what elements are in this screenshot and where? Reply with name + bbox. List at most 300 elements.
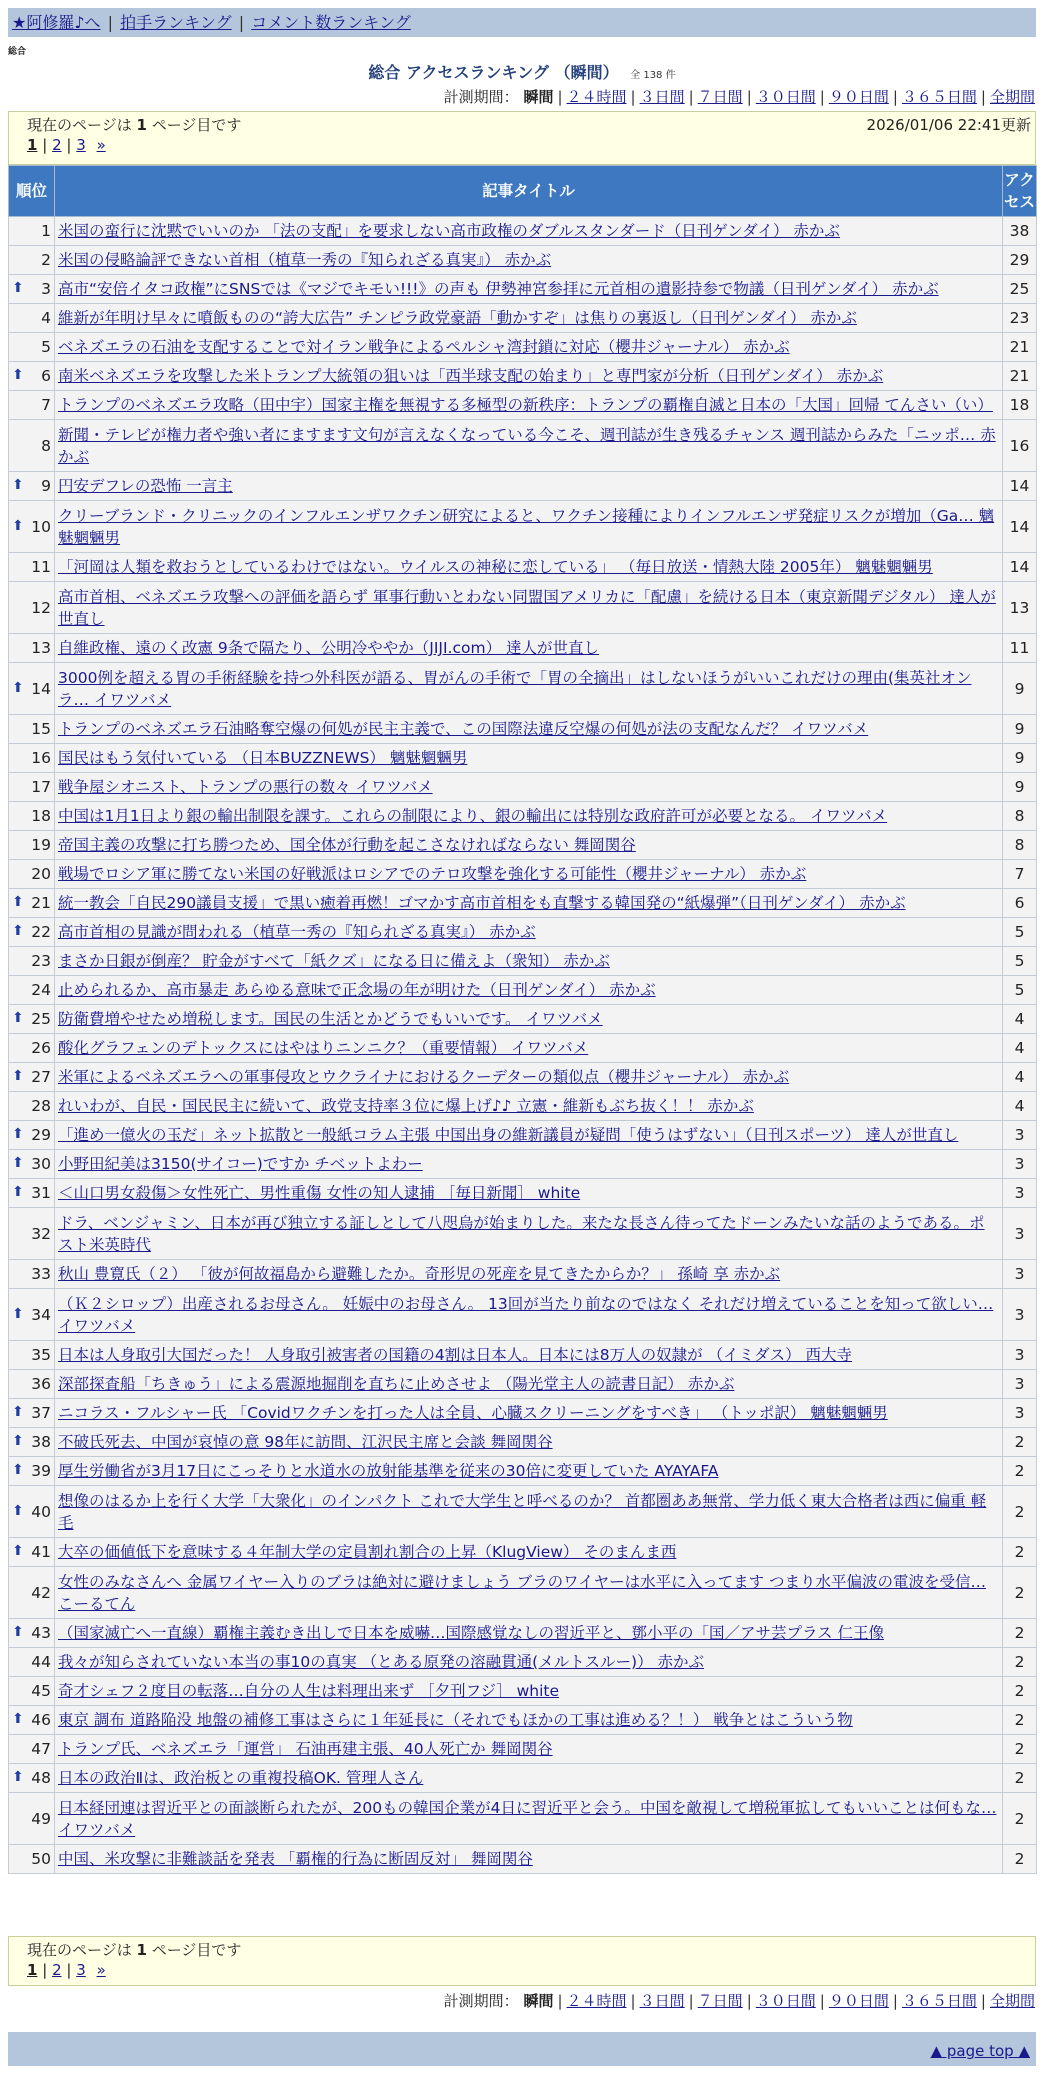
access-count: 5 xyxy=(1003,947,1037,976)
access-count: 2 xyxy=(1003,1648,1037,1677)
article-link[interactable]: 高市首相の見識が問われる（植草一秀の『知られざる真実』） 赤かぶ xyxy=(58,923,536,941)
arrow-up-icon: ⬆ xyxy=(12,1155,24,1171)
access-count: 21 xyxy=(1003,362,1037,391)
access-count: 4 xyxy=(1003,1005,1037,1034)
rank-cell xyxy=(9,1341,55,1370)
title-cell xyxy=(55,217,1003,246)
article-link[interactable]: ドラ、ベンジャミン、日本が再び独立する証しとして八咫烏が始まりした。来たな長さん待ってたドーンみたいな話のようである。ポスト米英時代 xyxy=(58,1213,985,1254)
table-row xyxy=(9,918,1037,947)
nav-separator: | xyxy=(107,13,114,32)
table-row xyxy=(9,802,1037,831)
rank-cell xyxy=(9,1260,55,1289)
article-link[interactable]: トランプのベネズエラ石油略奪空爆の何処が民主主義で、この国際法違反空爆の何処が法の支配なんだ？ イワツバメ xyxy=(58,720,869,738)
rank-cell xyxy=(9,1486,55,1538)
title-cell xyxy=(55,1538,1003,1567)
item-count: 全 138 件 xyxy=(630,70,676,81)
table-row xyxy=(9,304,1037,333)
table-row xyxy=(9,1619,1037,1648)
pager-link-3[interactable]: 3 xyxy=(76,1961,86,1979)
period-link-all[interactable]: 全期間 xyxy=(989,1992,1035,2010)
article-link[interactable]: 円安デフレの恐怖 一言主 xyxy=(58,477,233,495)
pager-next[interactable]: » xyxy=(96,136,106,154)
title-cell xyxy=(55,1289,1003,1341)
pager-current: 1 xyxy=(27,136,38,154)
access-count: 23 xyxy=(1003,304,1037,333)
rank-number: 14 xyxy=(31,679,51,698)
title-cell xyxy=(55,472,1003,501)
access-count: 2 xyxy=(1003,1735,1037,1764)
access-count: 9 xyxy=(1003,715,1037,744)
rank-number: 9 xyxy=(41,477,51,495)
rank-cell xyxy=(9,1538,55,1567)
page-top-link[interactable]: ▲ page top ▲ xyxy=(930,2042,1030,2060)
table-row xyxy=(9,1399,1037,1428)
article-link[interactable]: 南米ベネズエラを攻撃した米トランプ大統領の狙いは「西半球支配の始まり」と専門家が分析（日刊ゲンダイ） 赤かぶ xyxy=(58,367,884,385)
article-link[interactable]: クリーブランド・クリニックのインフルエンザワクチン研究によると、ワクチン接種によりインフルエンザ発症リスクが増加（Ga… 魑魅魍魎男 xyxy=(58,506,995,547)
arrow-up-icon: ⬆ xyxy=(12,1010,24,1026)
article-link[interactable]: 止められるか、高市暴走 あらゆる意味で正念場の年が明けた（日刊ゲンダイ） 赤かぶ xyxy=(58,981,656,999)
access-count: 11 xyxy=(1003,634,1037,663)
article-link[interactable]: 米国の侵略論評できない首相（植草一秀の『知られざる真実』） 赤かぶ xyxy=(58,251,552,269)
header-title: 記事タイトル xyxy=(55,166,1003,217)
rank-cell xyxy=(9,889,55,918)
period-link-24h[interactable]: ２４時間 xyxy=(566,88,627,106)
nav-link-clap-ranking[interactable]: 拍手ランキング xyxy=(120,13,232,32)
rank-cell xyxy=(9,1648,55,1677)
arrow-up-icon: ⬆ xyxy=(12,1624,24,1640)
title-cell xyxy=(55,831,1003,860)
title-cell xyxy=(55,1063,1003,1092)
access-count: 7 xyxy=(1003,860,1037,889)
table-row xyxy=(9,1121,1037,1150)
title-cell xyxy=(55,1845,1003,1874)
title-cell xyxy=(55,1399,1003,1428)
rank-number: 18 xyxy=(31,807,51,825)
rank-number: 1 xyxy=(41,222,51,240)
access-count: 2 xyxy=(1003,1706,1037,1735)
title-cell xyxy=(55,1005,1003,1034)
access-count: 5 xyxy=(1003,976,1037,1005)
rank-number: 46 xyxy=(31,1711,51,1729)
article-link[interactable]: 東京 調布 道路陥没 地盤の補修工事はさらに１年延長に（それでもほかの工事は進める？！） 戦争とはこういう物 xyxy=(58,1711,853,1729)
pager-link-3[interactable]: 3 xyxy=(76,136,86,154)
table-row xyxy=(9,582,1037,634)
article-link[interactable]: 中国は1月1日より銀の輸出制限を課す。これらの制限により、銀の輸出には特別な政府許可が必要となる。 イワツバメ xyxy=(58,807,888,825)
title-cell xyxy=(55,1793,1003,1845)
article-link[interactable]: ニコラス・フルシャー氏 「Covidワクチンを打った人は全員、心臓スクリーニングをすべき」 （トッポ訳） 魑魅魍魎男 xyxy=(58,1404,888,1422)
title-cell xyxy=(55,773,1003,802)
rank-number: 17 xyxy=(31,778,51,796)
rank-number: 13 xyxy=(31,639,51,657)
title-cell xyxy=(55,1034,1003,1063)
access-count: 2 xyxy=(1003,1457,1037,1486)
ranking-table xyxy=(8,165,1037,1874)
period-current: 瞬間 xyxy=(523,1992,554,2010)
rank-cell xyxy=(9,1677,55,1706)
rank-cell xyxy=(9,362,55,391)
rank-cell xyxy=(9,1567,55,1619)
header-rank: 順位 xyxy=(9,166,55,217)
rank-number: 44 xyxy=(31,1653,51,1671)
title-cell xyxy=(55,1706,1003,1735)
arrow-up-icon: ⬆ xyxy=(12,1126,24,1142)
arrow-up-icon: ⬆ xyxy=(12,1543,24,1559)
arrow-up-icon: ⬆ xyxy=(12,477,24,493)
table-row xyxy=(9,362,1037,391)
article-link[interactable]: ベネズエラの石油を支配することで対イラン戦争によるペルシャ湾封鎖に対応（櫻井ジャーナル） 赤かぶ xyxy=(58,338,790,356)
period-link-3d[interactable]: ３日間 xyxy=(639,1992,685,2010)
title-cell xyxy=(55,802,1003,831)
table-row xyxy=(9,1208,1037,1260)
rank-number: 35 xyxy=(31,1346,51,1364)
table-row xyxy=(9,1428,1037,1457)
title-cell xyxy=(55,715,1003,744)
article-link[interactable]: 国民はもう気付いている （日本BUZZNEWS） 魑魅魍魎男 xyxy=(58,749,468,767)
period-link-3d[interactable]: ３日間 xyxy=(639,88,685,106)
table-row xyxy=(9,1260,1037,1289)
arrow-up-icon: ⬆ xyxy=(12,1462,24,1478)
rank-cell xyxy=(9,1063,55,1092)
article-link[interactable]: 小野田紀美は3150(サイコー)ですか チベットよわー xyxy=(58,1155,423,1173)
title-cell xyxy=(55,1457,1003,1486)
article-link[interactable]: 大卒の価値低下を意味する４年制大学の定員割れ割合の上昇（KlugView） そのまんま西 xyxy=(58,1543,677,1561)
access-count: 2 xyxy=(1003,1764,1037,1793)
access-count: 3 xyxy=(1003,1289,1037,1341)
rank-cell xyxy=(9,1428,55,1457)
table-row xyxy=(9,275,1037,304)
rank-number: 6 xyxy=(41,367,51,385)
ranking-title: 総合 アクセスランキング （瞬間） xyxy=(368,63,619,82)
table-row xyxy=(9,472,1037,501)
article-link[interactable]: 奇才シェフ２度目の転落…自分の人生は料理出来ず ［夕刊フジ］ white xyxy=(58,1682,560,1700)
rank-cell xyxy=(9,304,55,333)
table-row xyxy=(9,715,1037,744)
article-link[interactable]: 統一教会「自民290議員支援」で黒い癒着再燃！ゴマかす高市首相をも直撃する韓国発の“紙爆弾”（日刊ゲンダイ） 赤かぶ xyxy=(58,894,906,912)
article-link[interactable]: 維新が年明け早々に噴飯ものの“誇大広告” チンピラ政党豪語「動かすぞ」は焦りの裏返し（日刊ゲンダイ） 赤かぶ xyxy=(58,309,857,327)
title-cell xyxy=(55,634,1003,663)
table-row xyxy=(9,889,1037,918)
arrow-up-icon: ⬆ xyxy=(12,1433,24,1449)
article-link[interactable]: 「進め一億火の玉だ」ネット拡散と一般紙コラム主張 中国出身の維新議員が疑問「使うはずない」（日刊スポーツ） 達人が世直し xyxy=(58,1126,959,1144)
table-row xyxy=(9,1063,1037,1092)
access-count: 13 xyxy=(1003,582,1037,634)
rank-number: 32 xyxy=(31,1224,51,1243)
article-link[interactable]: 日本経団連は習近平との面談断られたが、200もの韓国企業が4日に習近平と会う。中国を敵視して増税軍拡してもいいことは何もな… イワツバメ xyxy=(58,1798,997,1839)
rank-number: 41 xyxy=(31,1543,51,1561)
table-row xyxy=(9,860,1037,889)
title-cell xyxy=(55,1567,1003,1619)
rank-cell xyxy=(9,1845,55,1874)
arrow-up-icon: ⬆ xyxy=(12,1769,24,1785)
title-cell xyxy=(55,501,1003,553)
rank-number: 49 xyxy=(31,1809,51,1828)
title-cell xyxy=(55,1150,1003,1179)
period-link-30d[interactable]: ３０日間 xyxy=(755,88,816,106)
rank-number: 25 xyxy=(31,1010,51,1028)
article-link[interactable]: （国家滅亡へ一直線）覇権主義むき出しで日本を威嚇…国際感覚なしの習近平と、鄧小平の「国／アサ芸プラス 仁王像 xyxy=(58,1624,884,1642)
article-link[interactable]: れいわが、自民・国民民主に続いて、政党支持率３位に爆上げ♪♪ 立憲・維新もぶち抜く！！ 赤かぶ xyxy=(58,1097,754,1115)
rank-cell xyxy=(9,582,55,634)
article-link[interactable]: 中国、米攻撃に非難談話を発表 「覇権的行為に断固反対」 舞岡関谷 xyxy=(58,1850,533,1868)
pager-next[interactable]: » xyxy=(96,1961,106,1979)
article-link[interactable]: 女性のみなさんへ 金属ワイヤー入りのブラは絶対に避けましょう ブラのワイヤーは水平に入ってます つまり水平偏波の電波を受信… こーるてん xyxy=(58,1572,987,1613)
article-link[interactable]: （Ｋ２シロップ）出産されるお母さん。 妊娠中のお母さん。 13回が当たり前なのではなく それだけ増えていることを知って欲しい… イワツバメ xyxy=(58,1294,994,1335)
rank-cell xyxy=(9,333,55,362)
rank-cell xyxy=(9,947,55,976)
rank-cell xyxy=(9,831,55,860)
rank-cell xyxy=(9,1034,55,1063)
rank-number: 7 xyxy=(41,396,51,414)
title-cell xyxy=(55,976,1003,1005)
rank-number: 4 xyxy=(41,309,51,327)
rank-cell xyxy=(9,1706,55,1735)
arrow-up-icon: ⬆ xyxy=(12,923,24,939)
title-cell xyxy=(55,1735,1003,1764)
title-cell xyxy=(55,1428,1003,1457)
rank-cell xyxy=(9,1121,55,1150)
rank-number: 8 xyxy=(41,436,51,455)
arrow-up-icon: ⬆ xyxy=(12,679,24,696)
rank-number: 16 xyxy=(31,749,51,767)
period-link-24h[interactable]: ２４時間 xyxy=(566,1992,627,2010)
pager-link-2[interactable]: 2 xyxy=(52,136,62,154)
title-cell xyxy=(55,582,1003,634)
rank-number: 3 xyxy=(41,280,51,298)
rank-cell xyxy=(9,1619,55,1648)
article-link[interactable]: 米国の蛮行に沈黙でいいのか 「法の支配」を要求しない高市政権のダブルスタンダード（日刊ゲンダイ） 赤かぶ xyxy=(58,222,840,240)
arrow-up-icon: ⬆ xyxy=(12,1404,24,1420)
access-count: 4 xyxy=(1003,1034,1037,1063)
title-cell xyxy=(55,420,1003,472)
article-link[interactable]: 深部探査船「ちきゅう」による震源地掘削を直ちに止めさせよ （陽光堂主人の読書日記） 赤かぶ xyxy=(58,1375,735,1393)
title-cell xyxy=(55,391,1003,420)
rank-number: 21 xyxy=(31,894,51,912)
access-count: 4 xyxy=(1003,1063,1037,1092)
period-link-7d[interactable]: ７日間 xyxy=(697,88,743,106)
table-row xyxy=(9,1486,1037,1538)
article-link[interactable]: 日本の政治Ⅱは、政治板との重複投稿OK. 管理人さん xyxy=(58,1769,424,1787)
rank-number: 11 xyxy=(31,558,51,576)
rank-cell xyxy=(9,553,55,582)
arrow-up-icon: ⬆ xyxy=(12,280,24,296)
rank-cell xyxy=(9,634,55,663)
access-count: 38 xyxy=(1003,217,1037,246)
period-selector-bottom: 計測期間： 瞬間 | ２４時間 | ３日間 | ７日間 | ３０日間 | ９０日間 | ３６５日間 | 全期間 xyxy=(443,1992,1035,2010)
article-link[interactable]: トランプ氏、ベネズエラ「運営」 石油再建主張、40人死亡か 舞岡関谷 xyxy=(58,1740,553,1758)
table-row xyxy=(9,420,1037,472)
access-count: 8 xyxy=(1003,802,1037,831)
period-link-7d[interactable]: ７日間 xyxy=(697,1992,743,2010)
article-link[interactable]: 不破氏死去、中国が哀悼の意 98年に訪問、江沢民主席と会談 舞岡関谷 xyxy=(58,1433,553,1451)
nav-link-comment-ranking[interactable]: コメント数ランキング xyxy=(251,13,411,32)
rank-number: 26 xyxy=(31,1039,51,1057)
access-count: 3 xyxy=(1003,1208,1037,1260)
article-link[interactable]: 高市“安倍イタコ政権”にSNSでは《マジでキモい!!!》の声も 伊勢神宮参拝に元首相の遺影持参で物議（日刊ゲンダイ） 赤かぶ xyxy=(58,280,939,298)
period-link-365d[interactable]: ３６５日間 xyxy=(901,1992,977,2010)
table-row xyxy=(9,831,1037,860)
rank-number: 36 xyxy=(31,1375,51,1393)
table-row xyxy=(9,744,1037,773)
rank-number: 31 xyxy=(31,1184,51,1202)
table-row xyxy=(9,947,1037,976)
scope-label: 総合 xyxy=(8,47,27,57)
title-cell xyxy=(55,947,1003,976)
access-count: 3 xyxy=(1003,1260,1037,1289)
table-row xyxy=(9,553,1037,582)
table-row xyxy=(9,773,1037,802)
article-link[interactable]: 日本は人身取引大国だった！ 人身取引被害者の国籍の4割は日本人。日本には8万人の奴隷が （イミダス） 西大寺 xyxy=(58,1346,853,1364)
title-cell xyxy=(55,889,1003,918)
article-link[interactable]: 秋山 豊寛氏（２） 「彼が何故福島から避難したか。奇形児の死産を見てきたからか？」 孫崎 享 赤かぶ xyxy=(58,1265,781,1283)
rank-cell xyxy=(9,1208,55,1260)
title-cell xyxy=(55,1619,1003,1648)
nav-separator: | xyxy=(238,13,245,32)
title-cell xyxy=(55,663,1003,715)
title-cell xyxy=(55,1677,1003,1706)
period-link-365d[interactable]: ３６５日間 xyxy=(901,88,977,106)
table-row xyxy=(9,501,1037,553)
table-row xyxy=(9,1677,1037,1706)
title-cell xyxy=(55,553,1003,582)
period-current: 瞬間 xyxy=(523,88,554,106)
article-link[interactable]: 「河岡は人類を救おうとしているわけではない。ウイルスの神秘に恋している」 （毎日放送・情熱大陸 2005年） 魑魅魍魎男 xyxy=(58,558,933,576)
article-link[interactable]: 戦場でロシア軍に勝てない米国の好戦派はロシアでのテロ攻撃を強化する可能性（櫻井ジャーナル） 赤かぶ xyxy=(58,865,807,883)
title-cell xyxy=(55,860,1003,889)
rank-cell xyxy=(9,1793,55,1845)
article-link[interactable]: 新聞・テレビが権力者や強い者にますます文句が言えなくなっている今こそ、週刊誌が生き残るチャンス 週刊誌からみた「ニッポ… 赤かぶ xyxy=(58,425,996,466)
table-row xyxy=(9,1092,1037,1121)
title-cell xyxy=(55,1341,1003,1370)
access-count: 25 xyxy=(1003,275,1037,304)
access-count: 2 xyxy=(1003,1619,1037,1648)
table-row xyxy=(9,663,1037,715)
table-row xyxy=(9,1538,1037,1567)
table-row xyxy=(9,1457,1037,1486)
rank-number: 10 xyxy=(31,517,51,536)
access-count: 16 xyxy=(1003,420,1037,472)
rank-cell xyxy=(9,802,55,831)
arrow-up-icon: ⬆ xyxy=(12,1502,24,1519)
rank-cell xyxy=(9,860,55,889)
table-row xyxy=(9,1706,1037,1735)
rank-number: 39 xyxy=(31,1462,51,1480)
table-row xyxy=(9,1005,1037,1034)
title-cell xyxy=(55,1121,1003,1150)
rank-cell xyxy=(9,744,55,773)
rank-cell xyxy=(9,773,55,802)
rank-number: 5 xyxy=(41,338,51,356)
period-link-90d[interactable]: ９０日間 xyxy=(828,1992,889,2010)
rank-cell xyxy=(9,420,55,472)
article-link[interactable]: トランプのベネズエラ攻略（田中宇）国家主権を無視する多極型の新秩序：トランプの覇権自滅と日本の「大国」回帰 てんさい（い） xyxy=(58,396,993,414)
rank-cell xyxy=(9,918,55,947)
access-count: 2 xyxy=(1003,1793,1037,1845)
table-row xyxy=(9,1150,1037,1179)
rank-cell xyxy=(9,472,55,501)
article-link[interactable]: 厚生労働省が3月17日にこっそりと水道水の放射能基準を従来の30倍に変更していた AYAYAFA xyxy=(58,1462,719,1480)
title-cell xyxy=(55,333,1003,362)
title-cell xyxy=(55,1370,1003,1399)
rank-number: 43 xyxy=(31,1624,51,1642)
rank-number: 29 xyxy=(31,1126,51,1144)
title-cell xyxy=(55,362,1003,391)
period-link-30d[interactable]: ３０日間 xyxy=(755,1992,816,2010)
title-cell xyxy=(55,1260,1003,1289)
rank-number: 45 xyxy=(31,1682,51,1700)
access-count: 4 xyxy=(1003,1092,1037,1121)
access-count: 14 xyxy=(1003,553,1037,582)
table-row xyxy=(9,634,1037,663)
rank-number: 19 xyxy=(31,836,51,854)
rank-number: 23 xyxy=(31,952,51,970)
access-count: 3 xyxy=(1003,1399,1037,1428)
arrow-up-icon: ⬆ xyxy=(12,1068,24,1084)
updated-time: 2026/01/06 22:41更新 xyxy=(866,116,1031,134)
rank-cell xyxy=(9,1150,55,1179)
pager-link-2[interactable]: 2 xyxy=(52,1961,62,1979)
period-link-90d[interactable]: ９０日間 xyxy=(828,88,889,106)
article-link[interactable]: まさか日銀が倒産？ 貯金がすべて「紙クズ」になる日に備えよ（衆知） 赤かぶ xyxy=(58,952,610,970)
article-link[interactable]: 自維政権、遠のく改憲 9条で隔たり、公明冷ややか（JIJI.com） 達人が世直し xyxy=(58,639,600,657)
article-link[interactable]: 想像のはるか上を行く大学「大衆化」のインパクト これで大学生と呼べるのか？ 首都圏ああ無常、学力低く東大合格者は西に偏重 軽毛 xyxy=(58,1491,987,1532)
article-link[interactable]: 我々が知らされていない本当の事10の真実 （とある原発の溶融貫通(メルトスルー)） 赤かぶ xyxy=(58,1653,705,1671)
article-link[interactable]: 米軍によるベネズエラへの軍事侵攻とウクライナにおけるクーデターの類似点（櫻井ジャーナル） 赤かぶ xyxy=(58,1068,790,1086)
article-link[interactable]: ＜山口男女殺傷＞女性死亡、男性重傷 女性の知人逮捕 ［毎日新聞］ white xyxy=(58,1184,581,1202)
article-link[interactable]: 戦争屋シオニスト、トランプの悪行の数々 イワツバメ xyxy=(58,778,433,796)
access-count: 2 xyxy=(1003,1428,1037,1457)
rank-cell xyxy=(9,501,55,553)
arrow-up-icon: ⬆ xyxy=(12,1184,24,1200)
access-count: 9 xyxy=(1003,744,1037,773)
rank-cell xyxy=(9,246,55,275)
table-row xyxy=(9,1648,1037,1677)
title-cell xyxy=(55,1208,1003,1260)
arrow-up-icon: ⬆ xyxy=(12,517,24,534)
article-link[interactable]: 高市首相、ベネズエラ攻撃への評価を語らず 軍事行動いとわない同盟国アメリカに「配慮」を続ける日本（東京新聞デジタル） 達人が世直し xyxy=(58,587,996,628)
title-cell xyxy=(55,246,1003,275)
table-row xyxy=(9,1289,1037,1341)
page-status: 現在のページは 1 ページ目です xyxy=(27,116,242,134)
footer-bar xyxy=(8,2032,1036,2066)
article-link[interactable]: 3000例を超える胃の手術経験を持つ外科医が語る、胃がんの手術で「胃の全摘出」はしないほうがいいこれだけの理由(集英社オンラ… イワツバメ xyxy=(58,668,972,709)
table-row xyxy=(9,1764,1037,1793)
article-link[interactable]: 防衛費増やせため増税します。国民の生活とかどうでもいいです。 イワツバメ xyxy=(58,1010,603,1028)
rank-number: 20 xyxy=(31,865,51,883)
pager-current: 1 xyxy=(27,1961,38,1979)
rank-number: 15 xyxy=(31,720,51,738)
nav-link-home[interactable]: ★阿修羅♪へ xyxy=(12,13,101,32)
title-cell xyxy=(55,1764,1003,1793)
rank-cell xyxy=(9,1092,55,1121)
access-count: 29 xyxy=(1003,246,1037,275)
article-link[interactable]: 帝国主義の攻撃に打ち勝つため、国全体が行動を起こさなければならない 舞岡関谷 xyxy=(58,836,636,854)
rank-cell xyxy=(9,1457,55,1486)
rank-number: 47 xyxy=(31,1740,51,1758)
table-row xyxy=(9,1793,1037,1845)
article-link[interactable]: 酸化グラフェンのデトックスにはやはりニンニク？（重要情報） イワツバメ xyxy=(58,1039,589,1057)
rank-number: 37 xyxy=(31,1404,51,1422)
access-count: 14 xyxy=(1003,501,1037,553)
period-link-all[interactable]: 全期間 xyxy=(989,88,1035,106)
table-row xyxy=(9,1567,1037,1619)
rank-cell xyxy=(9,391,55,420)
rank-number: 42 xyxy=(31,1583,51,1602)
rank-cell xyxy=(9,1764,55,1793)
rank-cell xyxy=(9,217,55,246)
rank-cell xyxy=(9,715,55,744)
access-count: 8 xyxy=(1003,831,1037,860)
rank-number: 22 xyxy=(31,923,51,941)
